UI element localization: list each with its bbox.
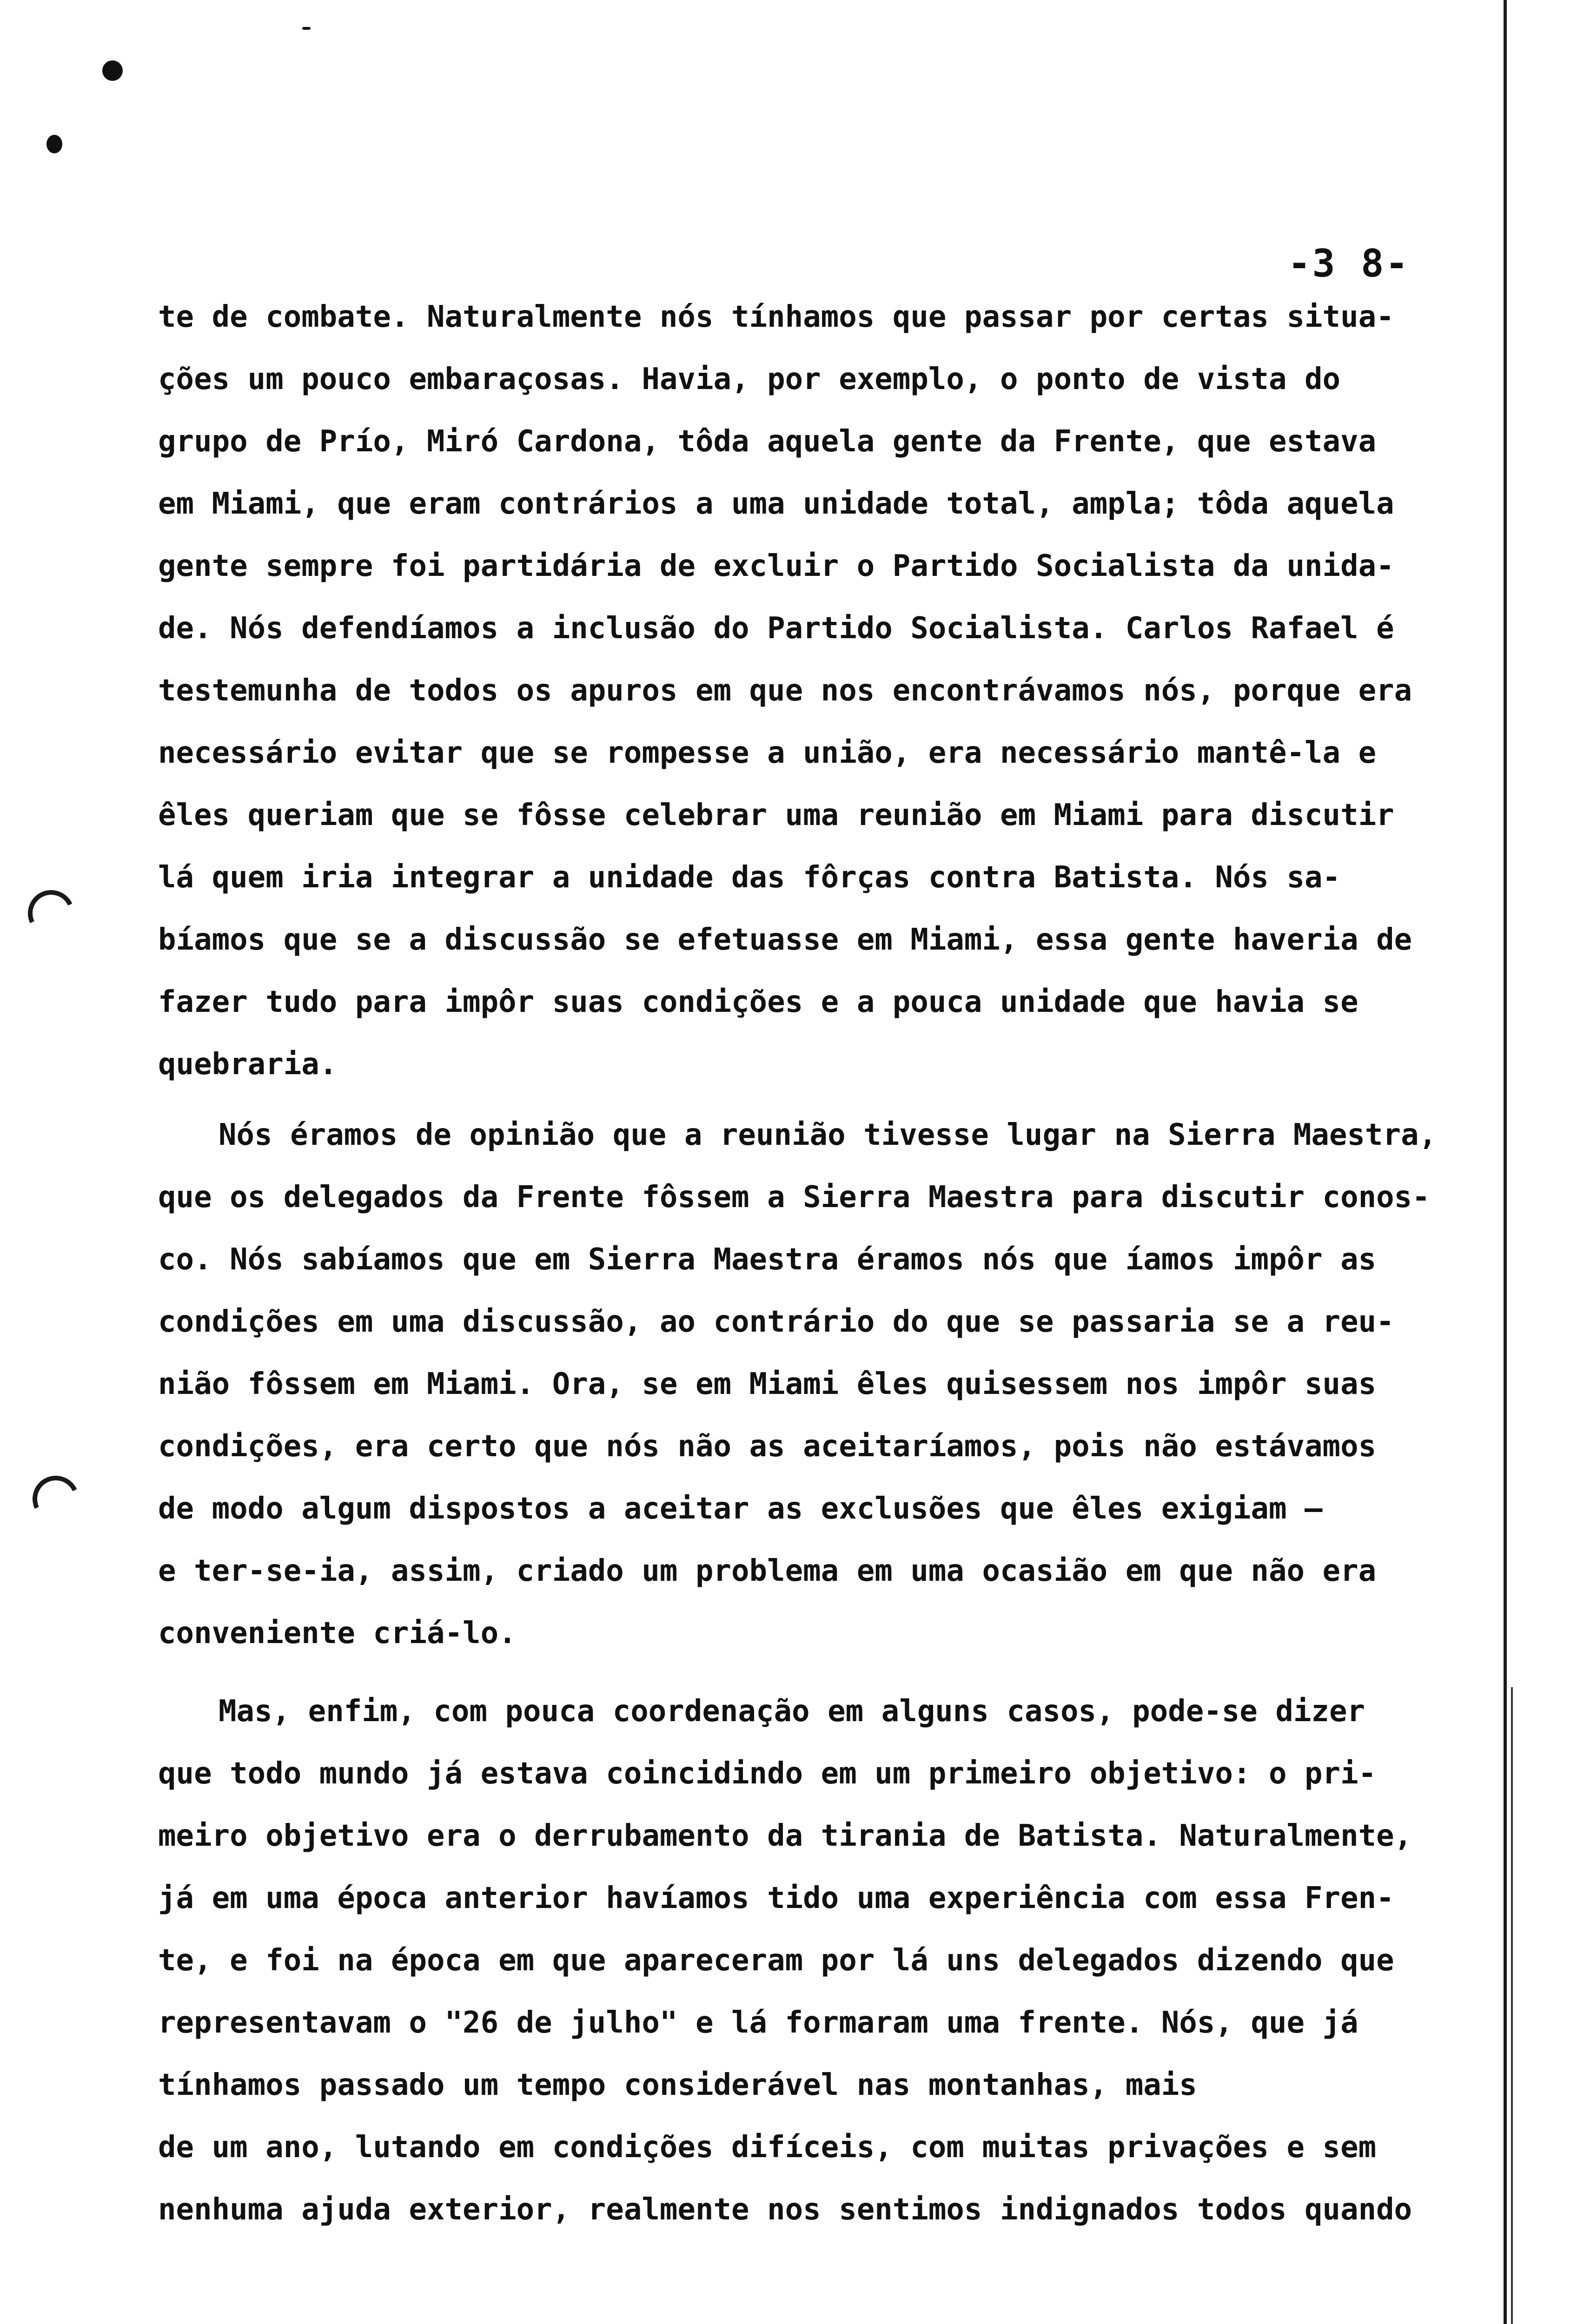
paragraph (158, 1104, 1557, 1664)
text-line: nião fôssem em Miami. Ora, se em Miami êles quisessem nos impôr suas (158, 1367, 1377, 1401)
text-line: lá quem iria integrar a unidade das fôrças contra Batista. Nós sa- (158, 860, 1341, 895)
text-line: fazer tudo para impôr suas condições e a pouca unidade que havia se (158, 985, 1358, 1019)
text-line: já em uma época anterior havíamos tido uma experiência com essa Fren- (158, 1881, 1394, 1915)
text-line: te de combate. Naturalmente nós tínhamos que passar por certas situa- (158, 300, 1394, 334)
text-line: tínhamos passado um tempo considerável nas montanhas, mais (158, 2068, 1197, 2102)
text-line: te, e foi na época em que apareceram por lá uns delegados dizendo que (158, 1943, 1394, 1978)
text-line: grupo de Prío, Miró Cardona, tôda aquela gente da Frente, que estava (158, 424, 1377, 459)
text-line: que todo mundo já estava coincidindo em um primeiro objetivo: o pri- (158, 1756, 1377, 1791)
text-line: nenhuma ajuda exterior, realmente nos sentimos indignados todos quando (158, 2192, 1412, 2227)
text-line: em Miami, que eram contrários a uma unidade total, ampla; tôda aquela (158, 487, 1394, 521)
text-line: de. Nós defendíamos a inclusão do Partido Socialista. Carlos Rafael é (158, 611, 1394, 646)
text-line: que os delegados da Frente fôssem a Sierra Maestra para discutir conos- (158, 1180, 1430, 1215)
text-line: bíamos que se a discussão se efetuasse em Miami, essa gente haveria de (158, 923, 1412, 957)
text-line: ções um pouco embaraçosas. Havia, por exemplo, o ponto de vista do (158, 362, 1341, 396)
ink-speck (46, 135, 62, 153)
text-line: gente sempre foi partidária de excluir o Partido Socialista da unida- (158, 549, 1394, 583)
text-line: meiro objetivo era o derrubamento da tirania de Batista. Naturalmente, (158, 1819, 1412, 1853)
text-line: de um ano, lutando em condições difíceis, com muitas privações e sem (158, 2130, 1377, 2165)
paragraph (158, 286, 1497, 1096)
text-line: quebraria. (158, 1047, 338, 1082)
text-line: Mas, enfim, com pouca coordenação em alguns casos, pode-se dizer (219, 1694, 1365, 1729)
text-line: co. Nós sabíamos que em Sierra Maestra éramos nós que íamos impôr as (158, 1242, 1377, 1277)
page-number: -3 8- (1288, 242, 1410, 286)
text-line: necessário evitar que se rompesse a união, era necessário mantê-la e (158, 736, 1377, 770)
ink-speck (102, 60, 123, 81)
text-line: representavam o "26 de julho" e lá formaram uma frente. Nós, que já (158, 2006, 1358, 2040)
text-line: testemunha de todos os apuros em que nos encontrávamos nós, porque era (158, 673, 1412, 708)
punch-hole-mark (21, 884, 81, 943)
text-line: êles queriam que se fôsse celebrar uma reunião em Miami para discutir (158, 798, 1394, 832)
text-line: condições, era certo que nós não as aceitaríamos, pois não estávamos (158, 1429, 1377, 1464)
punch-hole-mark (26, 1469, 86, 1529)
text-line: de modo algum dispostos a aceitar as exclusões que êles exigiam — (158, 1492, 1323, 1526)
paragraph (158, 1680, 1557, 2241)
text-line: conveniente criá-lo. (158, 1616, 517, 1651)
text-line: condições em uma discussão, ao contrário do que se passaria se a reu- (158, 1305, 1394, 1339)
text-line: Nós éramos de opinião que a reunião tivesse lugar na Sierra Maestra, (219, 1118, 1437, 1152)
ink-speck (302, 27, 311, 30)
text-line: e ter-se-ia, assim, criado um problema em uma ocasião em que não era (158, 1554, 1377, 1588)
